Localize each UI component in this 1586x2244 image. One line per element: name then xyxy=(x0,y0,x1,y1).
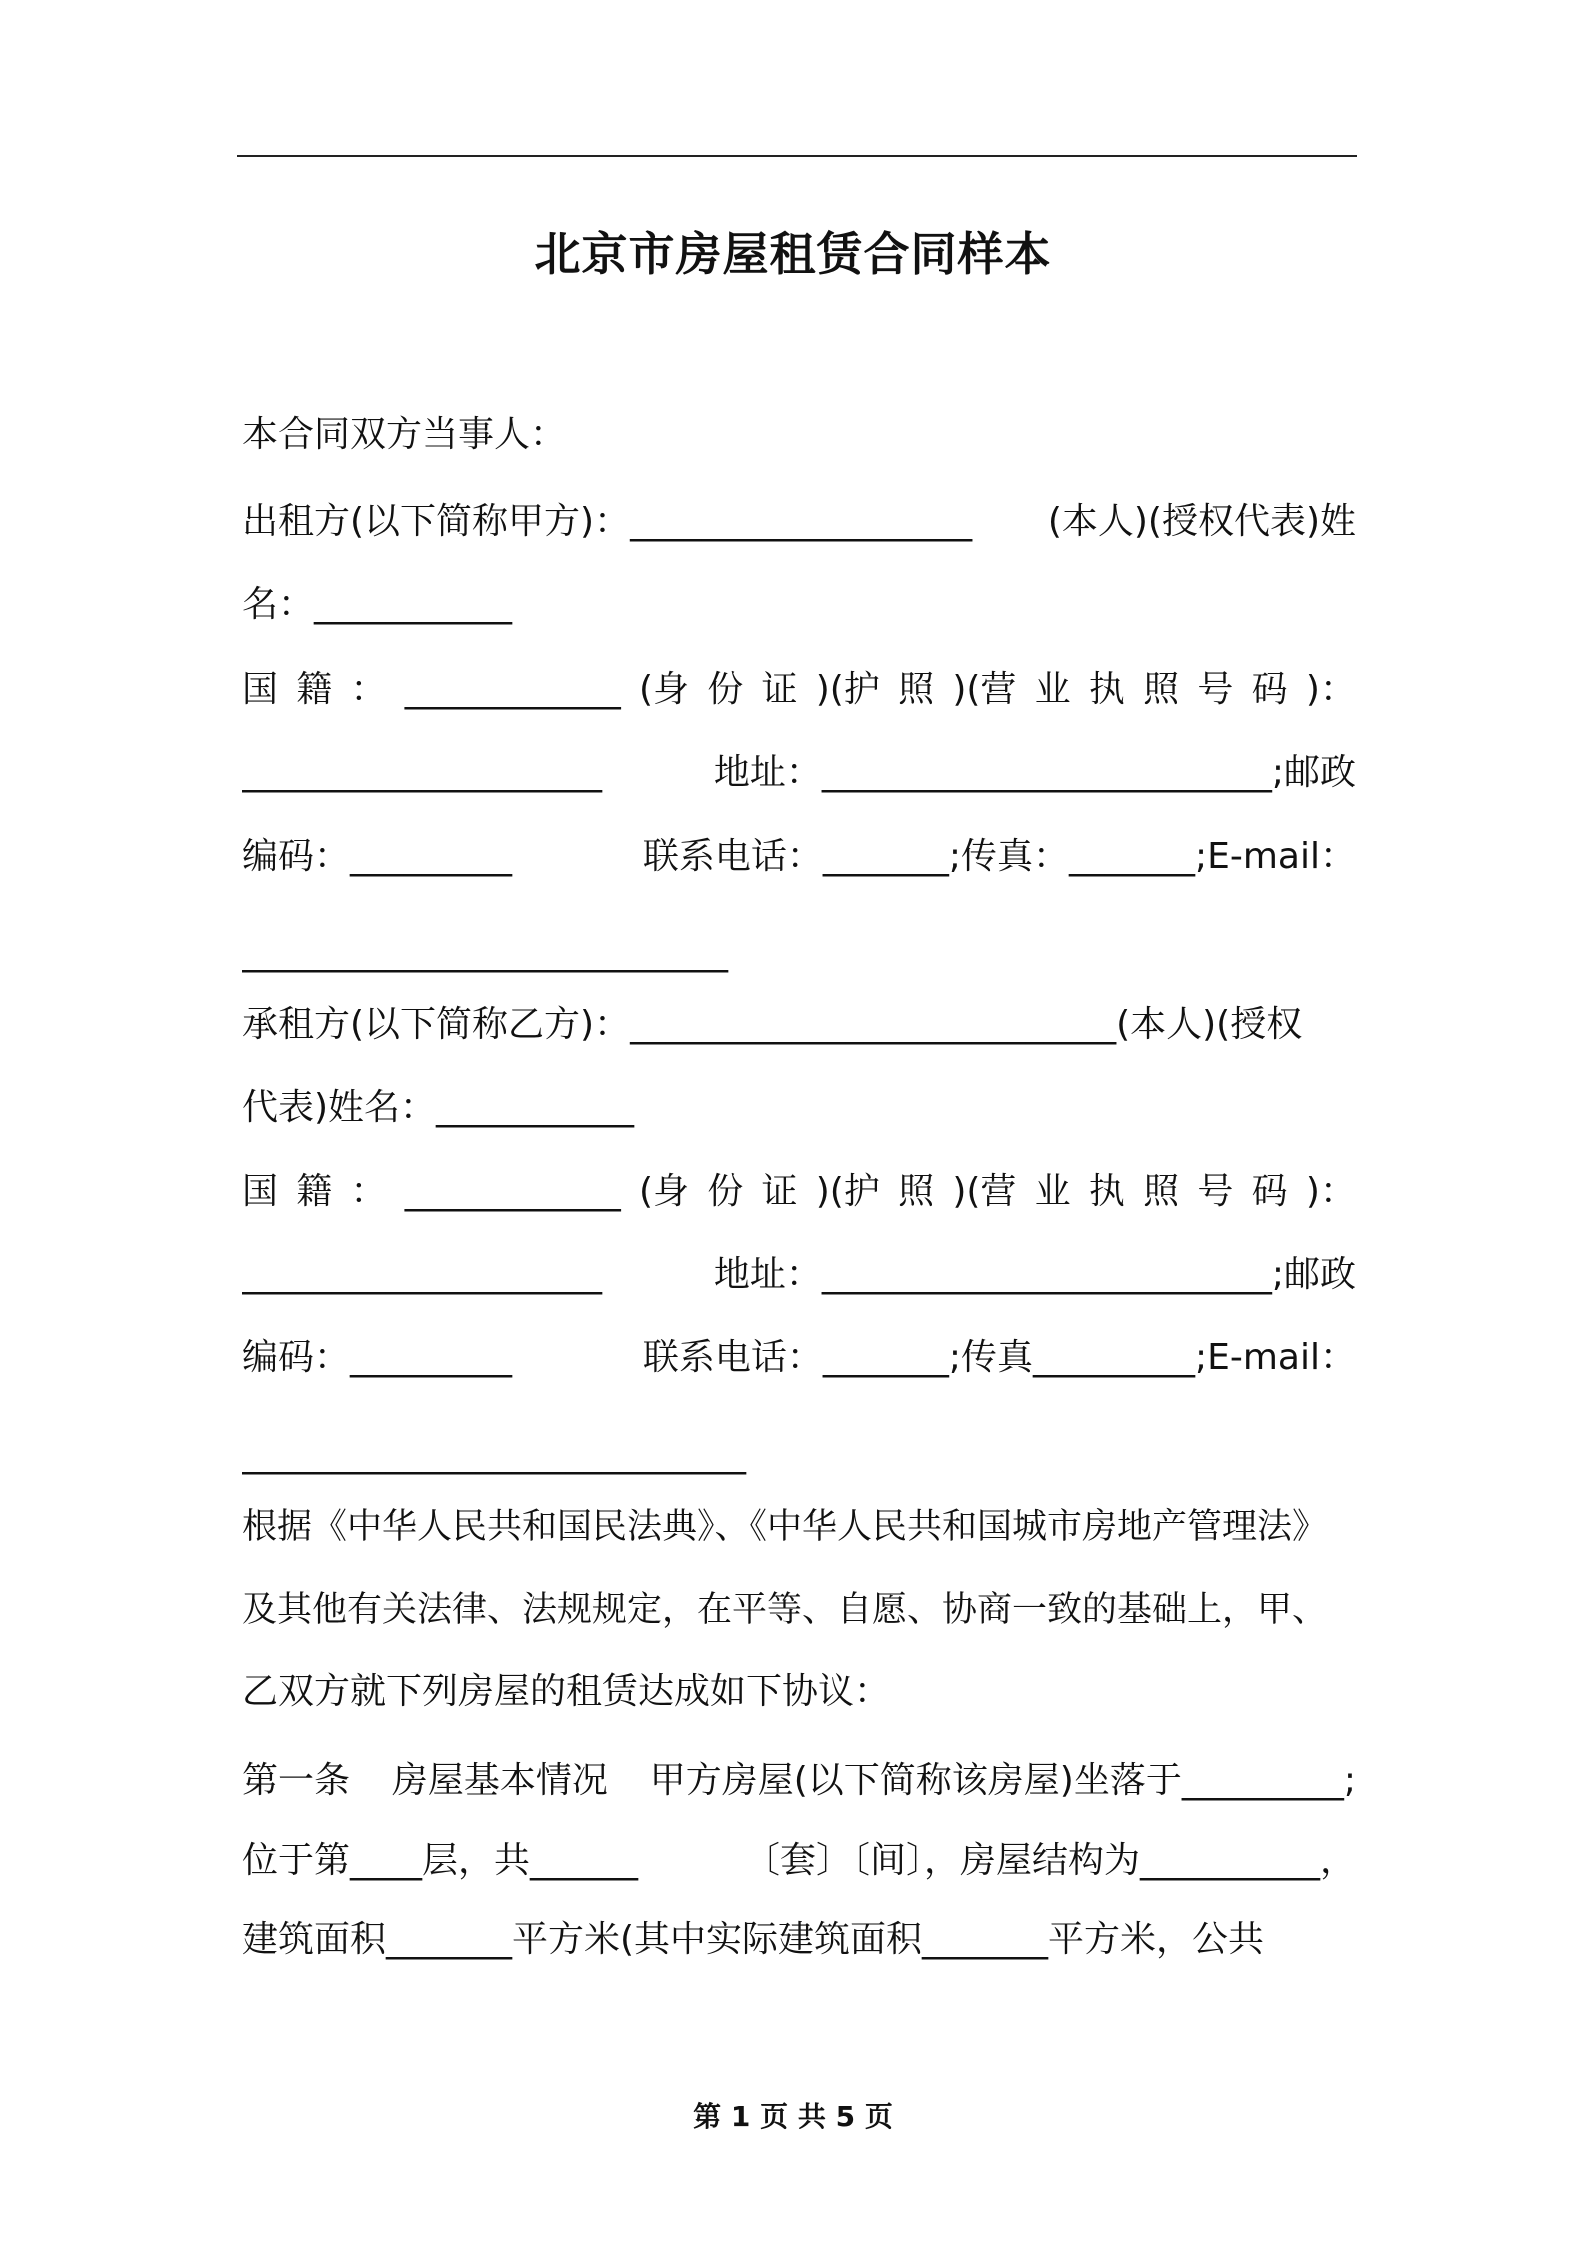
text-line: ____________________________ xyxy=(242,1434,746,1475)
text-line: 乙双方就下列房屋的租赁达成如下协议： xyxy=(242,1671,891,1712)
text-line: 建筑面积_______平方米(其中实际建筑面积_______平方米，公共 xyxy=(242,1919,1265,1960)
text-line: ___________________________ xyxy=(242,932,728,973)
text-line: 出租方(以下简称甲方)：___________________ (本人)(授权代表)姓 xyxy=(242,501,1356,542)
page-number: 第 1 页 共 5 页 xyxy=(693,2100,893,2133)
text-line: 国 籍 ： ____________ (身 份 证 )(护 照 )(营 业 执 照 号 码 )： xyxy=(242,1171,1356,1212)
text-line: 及其他有关法律、法规规定，在平等、自愿、协商一致的基础上，甲、 xyxy=(242,1590,1328,1630)
text-line: 名：___________ xyxy=(242,584,513,625)
text-line: 编码：_________ 联系电话：_______;传真：_______;E-mail： xyxy=(242,836,1356,877)
text-line: 根据《中华人民共和国民法典》、《中华人民共和国城市房地产管理法》 xyxy=(242,1507,1328,1547)
text-line: 代表)姓名：___________ xyxy=(242,1087,635,1128)
text-line: 本合同双方当事人： xyxy=(242,414,567,455)
text-line: 第一条 房屋基本情况 甲方房屋(以下简称该房屋)坐落于_________; xyxy=(242,1760,1356,1801)
text-line: ____________________ 地址：_________________________;邮政 xyxy=(242,752,1356,793)
text-line: ____________________ 地址：_________________________;邮政 xyxy=(242,1254,1356,1295)
text-line: 编码：_________ 联系电话：_______;传真_________;E-mail： xyxy=(242,1337,1356,1378)
text-line: 国 籍 ： ____________ (身 份 证 )(护 照 )(营 业 执 照 号 码 )： xyxy=(242,669,1356,710)
header-rule xyxy=(237,155,1357,157)
text-line: 位于第____层，共______ 〔套〕〔间〕，房屋结构为__________， xyxy=(242,1840,1356,1881)
document-title: 北京市房屋租赁合同样本 xyxy=(534,227,1052,281)
text-line: 承租方(以下简称乙方)：___________________________(本人)(授权 xyxy=(242,1004,1303,1045)
